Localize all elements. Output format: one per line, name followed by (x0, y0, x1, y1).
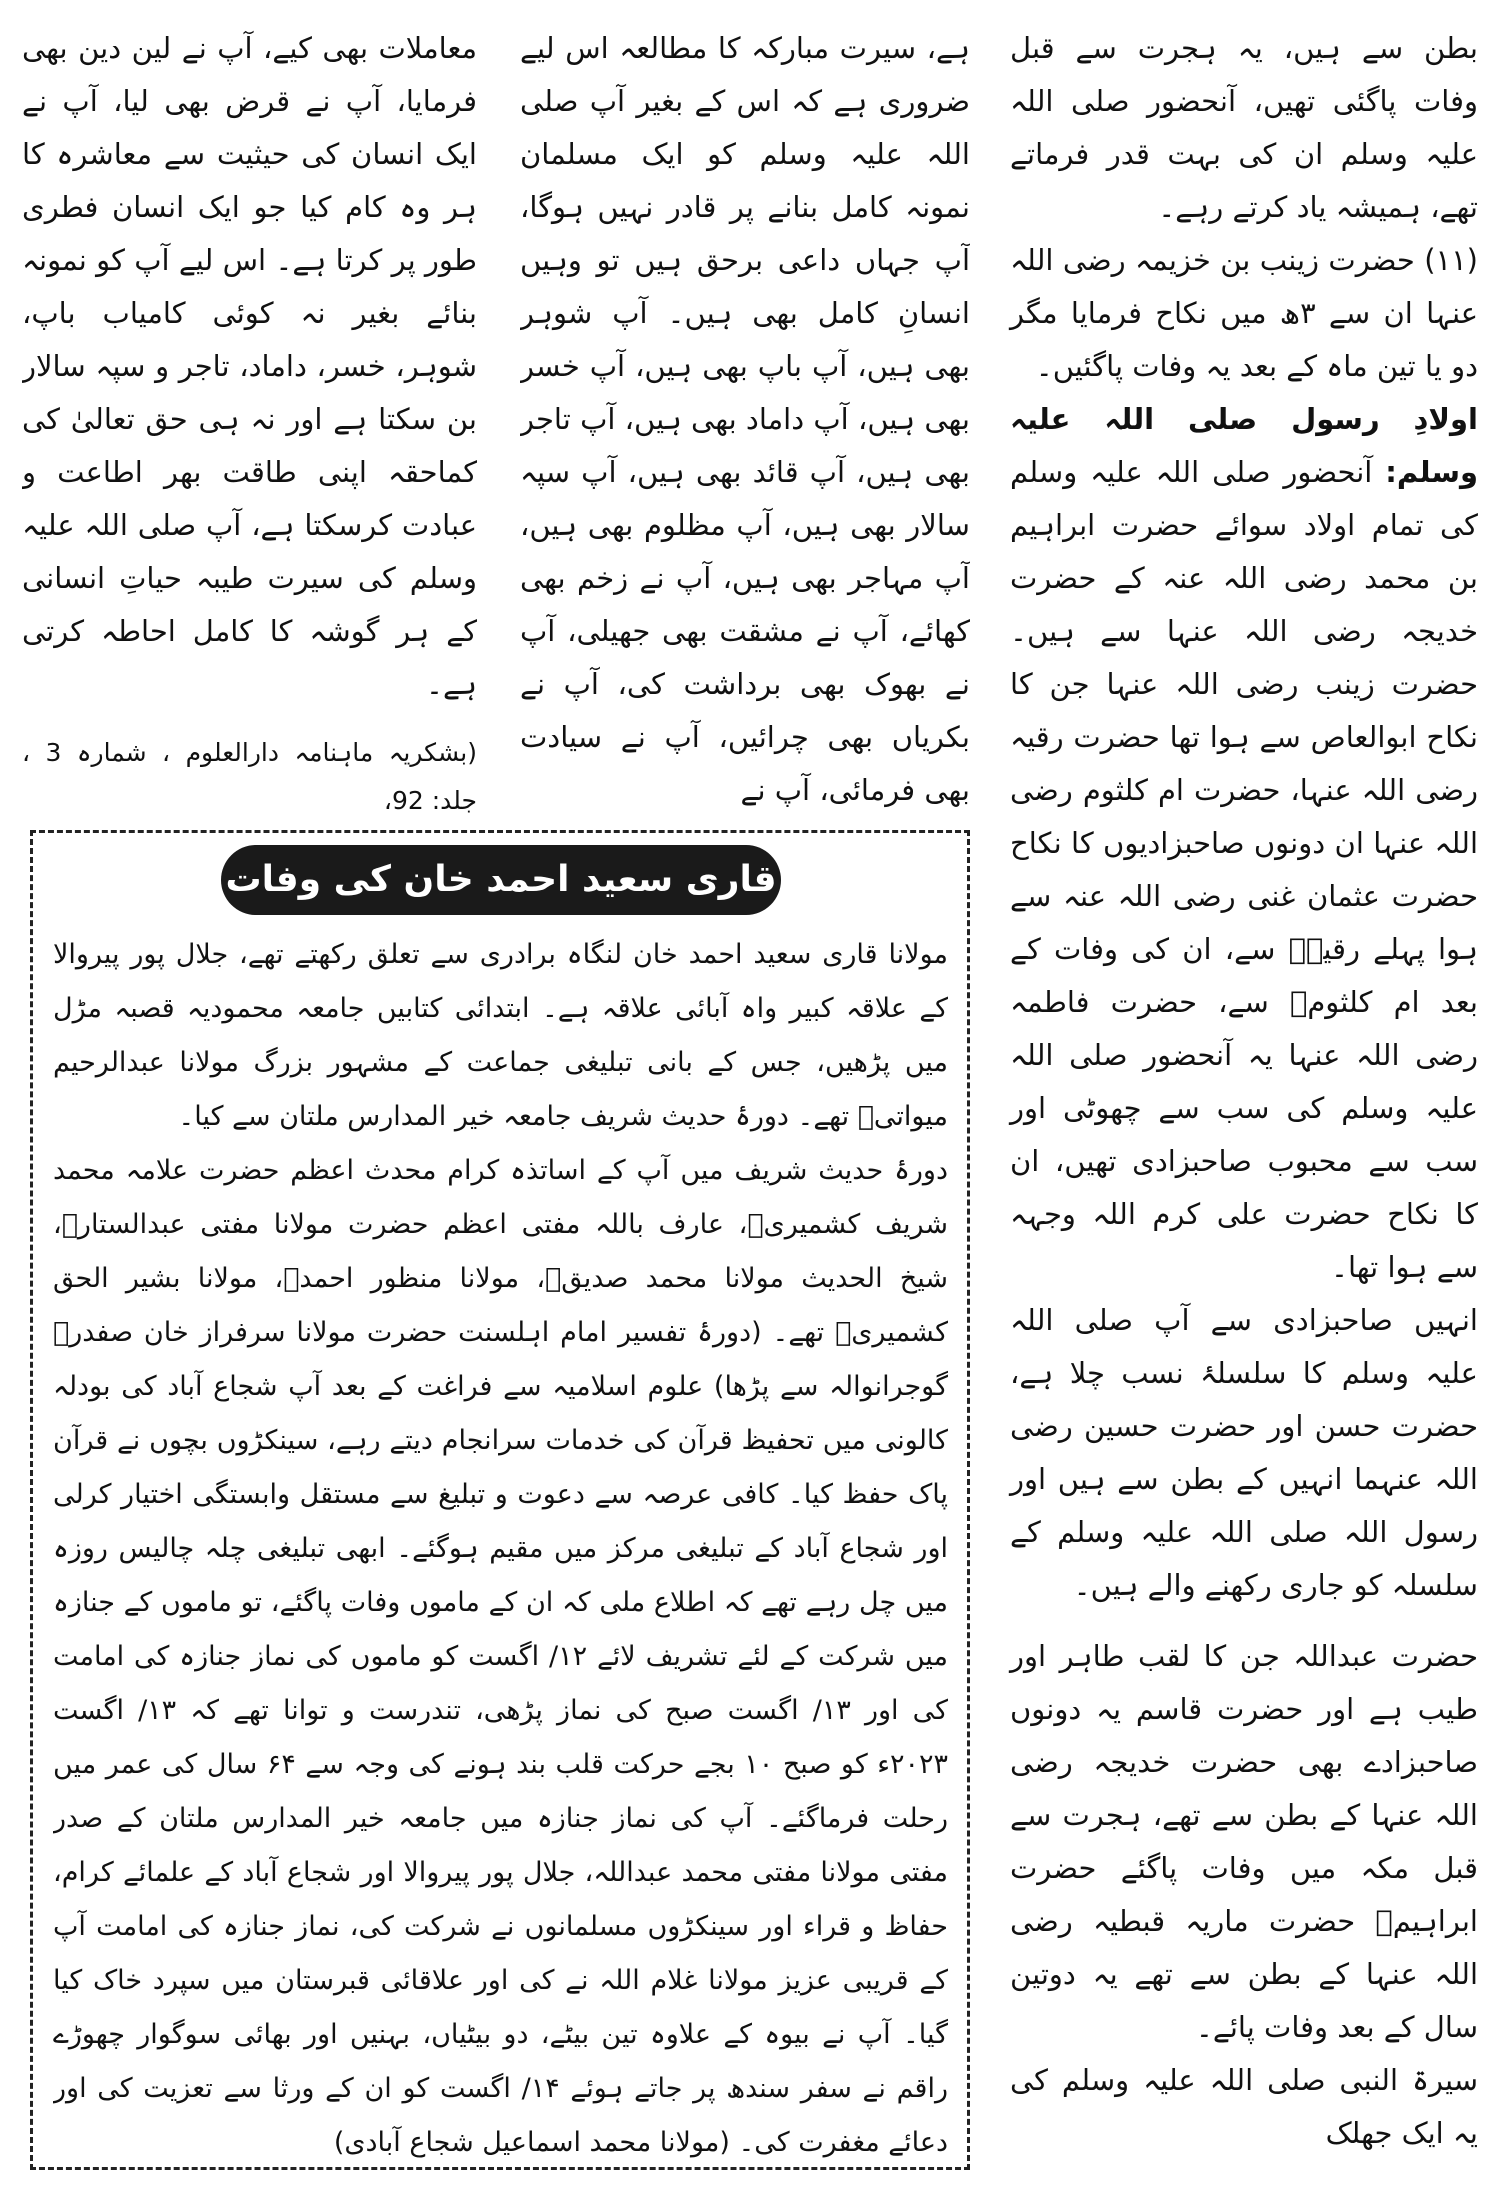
column-middle (520, 22, 970, 827)
paragraph: حضرت عبداللہ جن کا لقب طاہر اور طیب ہے اور حضرت قاسم یہ دونوں صاحبزادے بھی حضرت خدیجہ رضی اللہ عنہا کے بطن سے تھے، ہجرت سے قبل مکہ میں وفات پاگئے حضرت ابراہیمؓ حضرت ماریہ قبطیہ رضی اللہ عنہا کے بطن سے تھے یہ دوتین سال کے بعد وفات پائے۔ (1010, 1639, 1478, 2044)
paragraph: انہیں صاحبزادی سے آپ صلی اللہ علیہ وسلم کا سلسلۂ نسب چلا ہے، حضرت حسن اور حضرت حسین رضی اللہ عنہما انہیں کے بطن سے ہیں اور رسول اللہ صلی اللہ علیہ وسلم کے سلسلہ کو جاری رکھنے والے ہیں۔ (1010, 1303, 1478, 1602)
paragraph: معاملات بھی کیے، آپ نے لین دین بھی فرمایا، آپ نے قرض بھی لیا، آپ نے ایک انسان کی حیثیت سے معاشرہ کا ہر وہ کام کیا جو ایک انسان فطری طور پر کرتا ہے۔ اس لیے آپ کو نمونہ بنائے بغیر نہ کوئی کامیاب باپ، شوہر، خسر، داماد، تاجر و سپہ سالار بن سکتا ہے اور نہ ہی حق تعالیٰ کی کماحقہ اپنی طاقت بھر اطاعت و عبادت کرسکتا ہے، آپ صلی اللہ علیہ وسلم کی سیرت طیبہ حیاتِ انسانی کے ہر گوشہ کا کامل احاطہ کرتی ہے۔ (22, 31, 477, 701)
column-right (1010, 22, 1478, 2160)
column-left (22, 22, 477, 827)
paragraph: ہے، سیرت مبارکہ کا مطالعہ اس لیے ضروری ہے کہ اس کے بغیر آپ صلی اللہ علیہ وسلم کو ایک مسلمان نمونہ کامل بنانے پر قادر نہیں ہوگا، آپ جہاں داعی برحق ہیں تو وہیں انسانِ کامل بھی ہیں۔ آپ شوہر بھی ہیں، آپ باپ بھی ہیں، آپ خسر بھی ہیں، آپ داماد بھی ہیں، آپ تاجر بھی ہیں، آپ قائد بھی ہیں، آپ سپہ سالار بھی ہیں، آپ مظلوم بھی ہیں، آپ مہاجر بھی ہیں، آپ نے زخم بھی کھائے، آپ نے مشقت بھی جھیلی، آپ نے بھوک بھی برداشت کی، آپ نے بکریاں بھی چرائیں، آپ نے سیادت بھی فرمائی، آپ نے (520, 31, 970, 807)
paragraph (53, 1144, 948, 2158)
source-citation: (بشکریہ ماہنامہ دارالعلوم ، شمارہ 3 ، جلد: 92، (22, 738, 477, 815)
paragraph-text: دورۂ حدیث شریف میں آپ کے اساتذہ کرام محدث اعظم حضرت علامہ محمد شریف کشمیریؒ، عارف باللہ مفتی اعظم حضرت مولانا مفتی عبدالستارؒ، شیخ الحدیث مولانا محمد صدیقؒ، مولانا منظور احمدؒ، مولانا بشیر الحق کشمیریؒ تھے۔ (دورۂ تفسیر امام اہلسنت حضرت مولانا سرفراز خان صفدرؒ گوجرانوالہ سے پڑھا) علوم اسلامیہ سے فراغت کے بعد آپ شجاع آباد کی بودلہ کالونی میں تحفیظ قرآن کی خدمات سرانجام دیتے رہے، سینکڑوں بچوں نے قرآن پاک حفظ کیا۔ کافی عرصہ سے دعوت و تبلیغ سے مستقل وابستگی اختیار کرلی اور شجاع آباد کے تبلیغی مرکز میں مقیم ہوگئے۔ ابھی تبلیغی چلہ چالیس روزہ میں چل رہے تھے کہ اطلاع ملی کہ ان کے ماموں وفات پاگئے، تو ماموں کے جنازہ میں شرکت کے لئے تشریف لائے ۱۲/ اگست کو ماموں کی نماز جنازہ کی امامت کی اور ۱۳/ اگست صبح کی نماز پڑھی، تندرست و توانا تھے کہ ۱۳/ اگست ۲۰۲۳ء کو صبح ۱۰ بجے حرکت قلب بند ہونے کی وجہ سے ۶۴ سال کی عمر میں رحلت فرماگئے۔ آپ کی نماز جنازہ میں جامعہ خیر المدارس ملتان کے صدر مفتی مولانا مفتی محمد عبداللہ، جلال پور پیروالا اور شجاع آباد کے علمائے کرام، حفاظ و قراء اور سینکڑوں مسلمانوں نے شرکت کی، نماز جنازہ کی امامت آپ کے قریبی عزیز مولانا غلام اللہ نے کی اور علاقائی قبرستان میں سپرد خاک کیا گیا۔ آپ نے بیوہ کے علاوہ تین بیٹے، دو بیٹیاں، بہنیں اور بھائی سوگوار چھوڑے راقم نے سفر سندھ پر جاتے ہوئے ۱۴/ اگست کو ان کے ورثا سے تعزیت کی اور دعائے مغفرت کی۔ (53, 1155, 948, 2158)
paragraph: سیرۃ النبی صلی اللہ علیہ وسلم کی یہ ایک جھلک (1010, 2063, 1478, 2150)
paragraph-text: آنحضور صلی اللہ علیہ وسلم کی تمام اولاد سوائے حضرت ابراہیم بن محمد رضی اللہ عنہ کے حضرت خدیجہ رضی اللہ عنہا سے ہیں۔ حضرت زینب رضی اللہ عنہا جن کا نکاح ابوالعاص سے ہوا تھا حضرت رقیہ رضی اللہ عنہا، حضرت ام کلثوم رضی اللہ عنہا ان دونوں صاحبزادیوں کا نکاح حضرت عثمان غنی رضی اللہ عنہ سے ہوا پہلے رقیہؓ سے، ان کی وفات کے بعد ام کلثومؓ سے، حضرت فاطمہ رضی اللہ عنہا یہ آنحضور صلی اللہ علیہ وسلم کی سب سے چھوٹی اور سب سے محبوب صاحبزادی تھیں، ان کا نکاح حضرت علی کرم اللہ وجہہ سے ہوا تھا۔ (1010, 455, 1478, 1284)
paragraph: بطن سے ہیں، یہ ہجرت سے قبل وفات پاگئی تھیں، آنحضور صلی اللہ علیہ وسلم ان کی بہت قدر فرماتے تھے، ہمیشہ یاد کرتے رہے۔ (1010, 31, 1478, 224)
paragraph (1010, 393, 1478, 1294)
obituary-title: قاری سعید احمد خان کی وفات (221, 845, 781, 915)
author-credit: (مولانا محمد اسماعیل شجاع آبادی) (333, 2127, 730, 2158)
obituary-body (53, 928, 948, 2158)
source-citation-date (22, 825, 477, 827)
section-heading: اولادِ رسول صلی اللہ علیہ وسلم: (1010, 402, 1479, 489)
obituary-box (30, 830, 970, 2170)
paragraph: (۱۱) حضرت زینب بن خزیمہ رضی اللہ عنہا ان سے ۳ھ میں نکاح فرمایا مگر دو یا تین ماہ کے بعد یہ وفات پاگئیں۔ (1010, 243, 1478, 383)
paragraph: مولانا قاری سعید احمد خان لنگاہ برادری سے تعلق رکھتے تھے، جلال پور پیروالا کے علاقہ کبیر واہ آبائی علاقہ ہے۔ ابتدائی کتابیں جامعہ محمودیہ قصبہ مڑل میں پڑھیں، جس کے بانی تبلیغی جماعت کے مشہور بزرگ مولانا عبدالرحیم میواتیؒ تھے۔ دورۂ حدیث شریف جامعہ خیر المدارس ملتان سے کیا۔ (53, 939, 948, 1132)
